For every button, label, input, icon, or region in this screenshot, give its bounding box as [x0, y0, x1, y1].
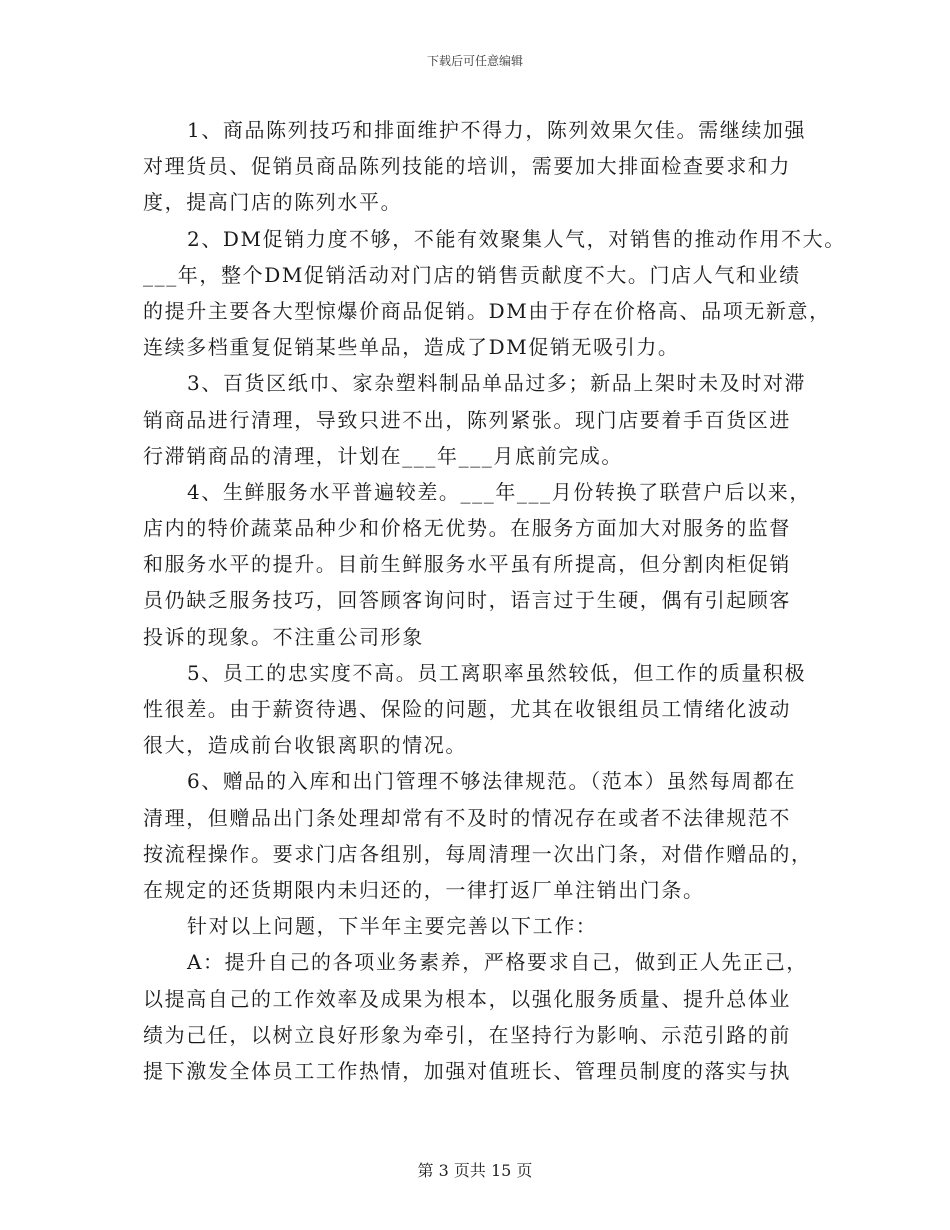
paragraph-1-line-1: 1、商品陈列技巧和排面维护不得力，陈列效果欠佳。需继续加强 [187, 118, 807, 142]
paragraph-2-line-3: 的提升主要各大型惊爆价商品促销。DM由于存在价格高、品项无新意， [143, 298, 831, 323]
paragraph-4-line-4: 员仍缺乏服务技巧，回答顾客询问时，语言过于生硬，偶有引起顾客 [143, 588, 791, 613]
paragraph-2-line-1: 2、DM促销力度不够，不能有效聚集人气，对销售的推动作用不大。 [187, 226, 846, 251]
paragraph-5-line-3: 很大，造成前台收银离职的情况。 [143, 733, 467, 758]
summary-heading: 针对以上问题，下半年主要完善以下工作： [187, 914, 598, 939]
paragraph-a-line-2: 以提高自己的工作效率及成果为根本，以强化服务质量、提升总体业 [143, 986, 791, 1011]
paragraph-5-line-1: 5、员工的忠实度不高。员工离职率虽然较低，但工作的质量积极 [187, 660, 807, 685]
paragraph-a-line-3: 绩为己任，以树立良好形象为牵引，在坚持行为影响、示范引路的前 [143, 1022, 791, 1047]
paragraph-4-line-1: 4、生鲜服务水平普遍较差。___年___月份转换了联营户后以来， [187, 479, 811, 504]
paragraph-6-line-3: 按流程操作。要求门店各组别，每周清理一次出门条，对借作赠品的， [143, 841, 813, 866]
paragraph-4-line-5: 投诉的现象。不注重公司形象 [143, 624, 424, 649]
paragraph-3-line-2: 销商品进行清理，导致只进不出，陈列紧张。现门店要着手百货区进 [143, 407, 791, 432]
paragraph-2-line-2: ___年，整个DM促销活动对门店的销售贡献度不大。门店人气和业绩 [143, 262, 801, 287]
paragraph-3-line-3: 行滞销商品的清理，计划在___年___月底前完成。 [143, 443, 623, 468]
paragraph-1-line-3: 度，提高门店的陈列水平。 [143, 190, 403, 215]
paragraph-2-line-4: 连续多档重复促销某些单品，造成了DM促销无吸引力。 [143, 335, 680, 360]
paragraph-6-line-2: 清理，但赠品出门条处理却常有不及时的情况存在或者不法律规范不 [143, 805, 791, 830]
page-header: 下载后可任意编辑 [426, 54, 523, 68]
paragraph-4-line-3: 和服务水平的提升。目前生鲜服务水平虽有所提高，但分割肉柜促销 [143, 552, 791, 577]
paragraph-6-line-1: 6、赠品的入库和出门管理不够法律规范。（范本）虽然每周都在 [187, 769, 797, 794]
paragraph-6-line-4: 在规定的还货期限内未归还的，一律打返厂单注销出门条。 [143, 877, 705, 902]
document-body [143, 112, 846, 1089]
paragraph-a-line-1: A：提升自己的各项业务素养，严格要求自己，做到正人先正己， [187, 950, 808, 975]
paragraph-5-line-2: 性很差。由于薪资待遇、保险的问题，尤其在收银组员工情绪化波动 [143, 697, 791, 721]
paragraph-3-line-1: 3、百货区纸巾、家杂塑料制品单品过多；新品上架时未及时对滞 [187, 371, 807, 396]
paragraph-4-line-2: 店内的特价蔬菜品种少和价格无优势。在服务方面加大对服务的监督 [143, 516, 791, 541]
paragraph-1-line-2: 对理货员、促销员商品陈列技能的培训，需要加大排面检查要求和力 [143, 154, 791, 179]
paragraph-a-line-4: 提下激发全体员工工作热情，加强对值班长、管理员制度的落实与执 [143, 1058, 791, 1083]
page-footer: 第 3 页共 15 页 [417, 1161, 533, 1180]
